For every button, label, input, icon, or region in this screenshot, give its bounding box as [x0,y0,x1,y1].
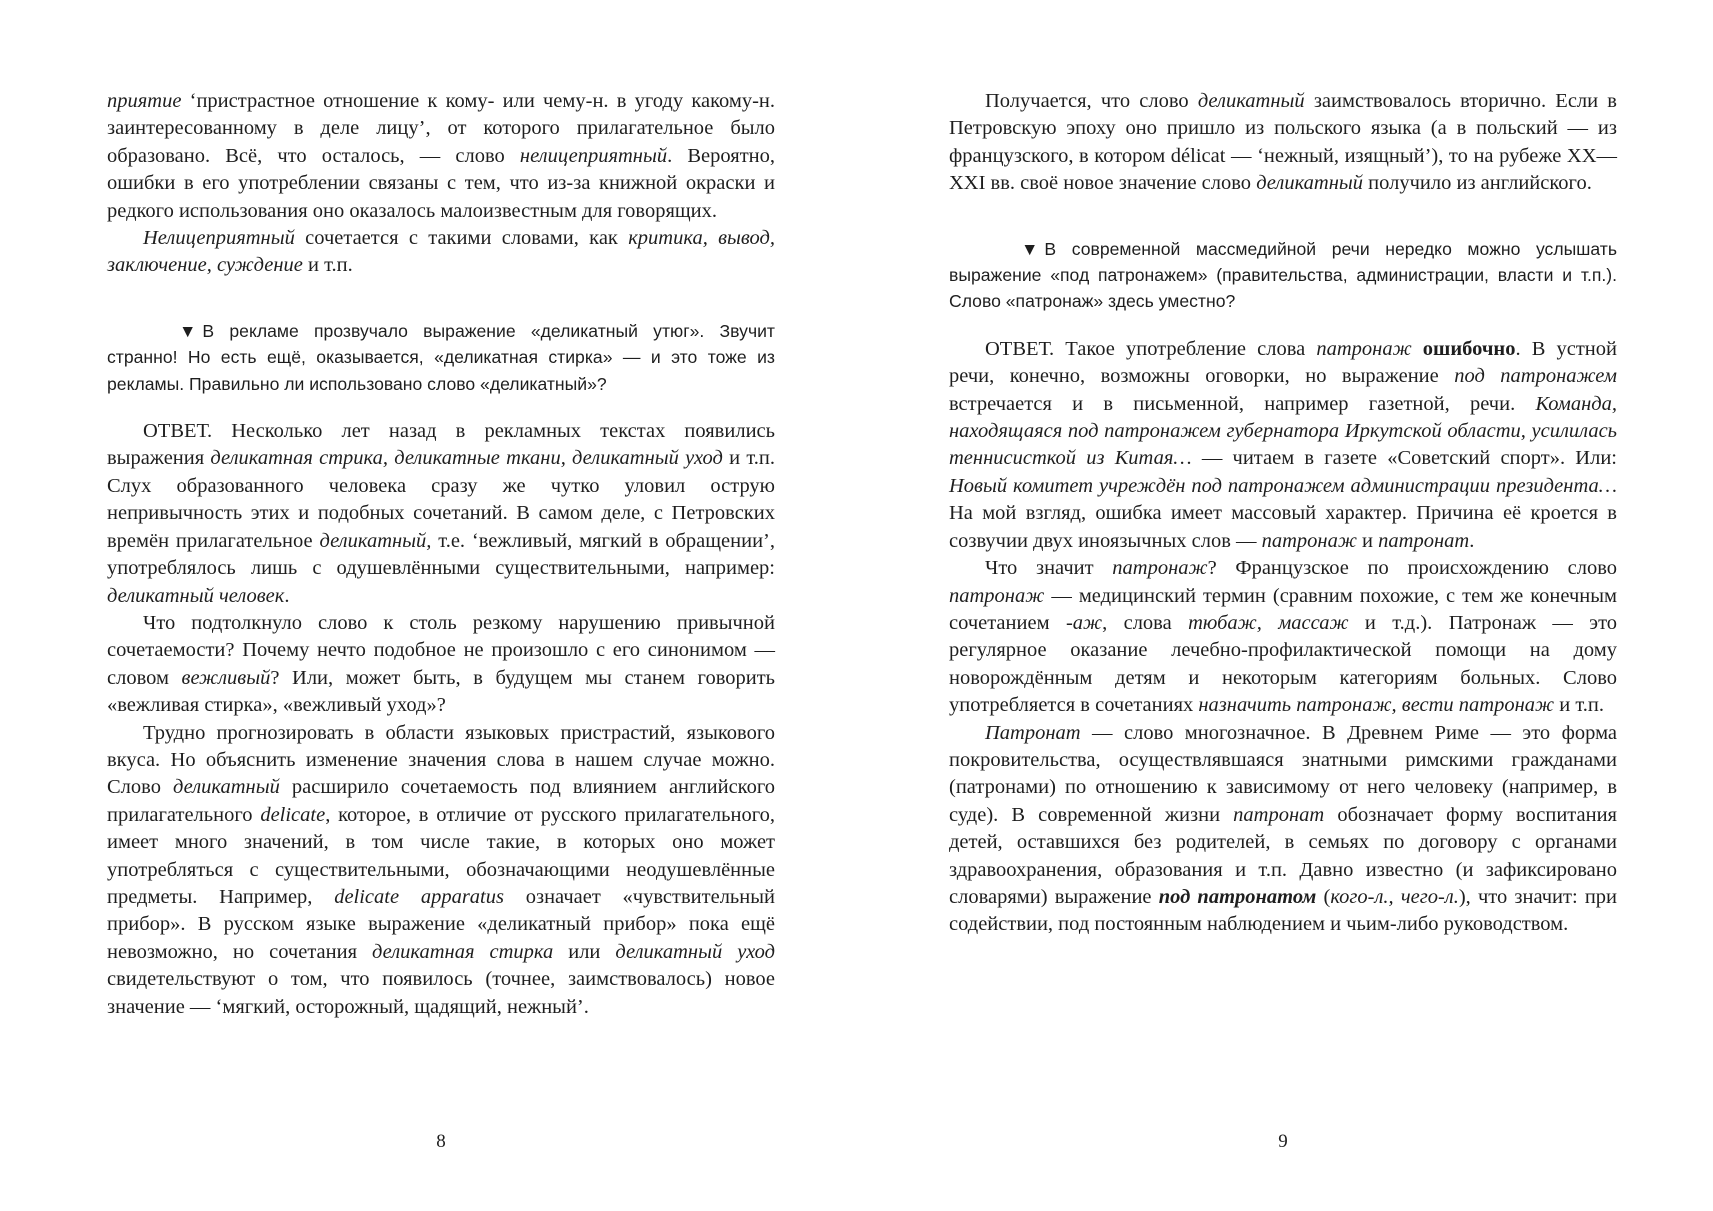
emphasis-run: деликатная стрика, деликатные ткани, деликатный уход [210,447,723,470]
text-run: — слово многозначное. В Древнем Риме — это форма покровительства, осуществлявшаяся знатными римскими гражданами (патронами) по отношению к зависимому от него человеку (например, в суде). В современной жизни [949,721,1617,826]
emphasis-run: вежливый [181,666,271,689]
page-number: 8 [436,1131,446,1152]
emphasis-run: патронаж [1261,529,1357,552]
emphasis-run: патронаж [1316,337,1412,360]
text-run: и т.п. [302,254,353,277]
emphasis-run: деликатный, [319,529,432,552]
emphasis-run: патронаж [1112,557,1208,580]
emphasis-run: патронат [1378,529,1470,552]
text-run: ОТВЕТ. Несколько лет назад в рекламных текстах появились выражения [107,420,775,470]
paragraph [949,88,1617,198]
triangle-marker-icon: ▼ [179,320,197,341]
text-run [1412,338,1423,360]
paragraph [107,225,775,280]
text-run: , которое, в отличие от русского прилагательного, имеет много значений, в том числе такие, в которых оно может употребляться с существительными, обозначающими неодушевлённые предметы. Например, [107,803,775,908]
emphasis-run: нелицеприятный [519,144,668,167]
text-run: . В устной речи, конечно, возможны оговорки, но выражение [949,337,1617,388]
text-run: расширило сочетаемость под влиянием английского прилагательного [107,776,775,826]
text-run: означает «чувствительный прибор». В русском языке выражение «деликатный прибор» пока ещё невозможно, но сочетания [107,885,775,963]
right-intro [949,0,1617,198]
emphasis-run: Команда, находящаяся под патронажем губернатора Иркутской области, усилилась теннисисткой из Китая… [949,392,1617,470]
emphasis-run: деликатный [1197,90,1305,112]
emphasis-run: деликатный человек [107,584,285,607]
right-answer [949,336,1617,939]
text-run: . Вероятно, ошибки в его употреблении связаны с тем, что из-за книжной окраски и редкого использования оно оказалось малоизвестным для говорящих. [107,144,775,222]
emphasis-run: деликатный [173,776,280,799]
emphasis-run: приятие [107,90,182,112]
emphasis-run: кого-л., чего-л. [1330,885,1459,908]
text-run: — читаем в газете «Советский спорт». Или: [1191,447,1617,470]
emphasis-run: назначить патронаж, вести патронаж [1198,694,1555,717]
emphasis-run: патронат [1233,803,1325,826]
text-run: ), что значит: при содействии, под постоянным наблюдением и чьим-либо руководством. [949,885,1618,936]
paragraph [949,555,1617,719]
left-text-column [107,0,775,1021]
text-run: и т.п. [1554,694,1604,717]
page-number: 9 [1278,1131,1288,1152]
text-run: ОТВЕТ. Такое употребление слова [985,337,1317,360]
emphasis-run: Новый комитет учреждён под патронажем администрации президента… [949,474,1617,497]
text-run: и т.д.). Патронаж — это регулярное оказание лечебно-профилактической помощи на дому новорождённым детям и некоторым категориям больных. Слово употребляется в сочетаниях [949,611,1618,717]
reader-question [107,318,775,397]
emphasis-run: Нелицеприятный [143,227,295,250]
left-answer [107,418,775,1021]
triangle-marker-icon: ▼ [1021,238,1039,259]
emphasis-run: под патронатом [1158,885,1317,908]
paragraph [949,720,1617,939]
emphasis-run: -аж [1065,611,1103,634]
emphasis-run: патронаж [949,584,1045,607]
text-run: Получается, что слово [985,90,1198,112]
text-run: т.е. ‘вежливый, мягкий в обращении’, употреблялось лишь с одушевлёнными существительными, например: [107,529,775,580]
emphasis-run: delicate [260,803,326,826]
emphasis-run: ошибочно [1422,337,1516,360]
paragraph [107,720,775,1021]
left-intro [107,0,775,280]
emphasis-run: деликатный [1256,172,1364,195]
text-run: свидетельствуют о том, что появилось (точнее, заимствовалось) новое значение — ‘мягкий, осторожный, щадящий, нежный’. [107,968,775,1018]
question-text: В рекламе прозвучало выражение «деликатный утюг». Звучит странно! Но есть ещё, оказывается, «деликатная стирка» — и это тоже из рекламы. Правильно ли использовано слово «деликатный»? [107,320,775,394]
emphasis-run: деликатный уход [615,940,776,963]
text-run: . [1469,529,1475,552]
emphasis-run: тюбаж, массаж [1188,611,1349,634]
text-run: встречается и в письменной, например газетной, речи. [949,392,1536,415]
text-run: получило из английского. [1363,172,1592,195]
emphasis-run: критика, вывод, заключение, суждение [107,227,776,277]
right-page [949,0,1617,1211]
text-run: заимствовалось вторично. Если в Петровскую эпоху оно пришло из польского языка (а в польский — из французского, в котором délicat — ‘нежный, изящный’), то на рубеже XX—XXI вв. своё новое значение слово [949,90,1617,195]
text-run: обозначает форму воспитания детей, оставшихся без родителей, в семьях по договору с органами здравоохранения, образования и т.п. Давно известно (и зафиксировано словарями) выражение [949,803,1617,908]
emphasis-run: под патронажем [1454,365,1617,388]
paragraph [107,418,775,610]
text-run: . [284,584,290,607]
emphasis-run: Патронат [985,721,1081,744]
left-page [107,0,775,1211]
text-run: или [553,940,616,963]
paragraph [107,88,775,225]
text-run: Трудно прогнозировать в области языковых пристрастий, языкового вкуса. Но объяснить изменение значения слова в нашем случае можно. Слово [107,721,775,799]
paragraph [949,336,1617,555]
text-run: — медицинский термин (сравним похожие, с тем же конечным сочетанием [949,584,1617,634]
text-run: ( [1316,885,1331,908]
text-run: Что значит [985,557,1113,580]
emphasis-run: delicate apparatus [334,885,504,908]
paragraph [107,610,775,720]
reader-question [949,236,1617,315]
text-run: ? Французское по происхождению слово [1207,557,1617,580]
text-run: Что подтолкнуло слово к столь резкому нарушению привычной сочетаемости? Почему нечто подобное не произошло с его синонимом — словом [107,611,775,689]
text-run: и [1356,529,1379,552]
question-text: В современной массмедийной речи нередко можно услышать выражение «под патронажем» (правительства, администрации, власти и т.п.). Слово «патронаж» здесь уместно? [949,238,1617,312]
emphasis-run: деликатная стирка [372,940,554,963]
text-run: и т.п. Слух образованного человека сразу же чутко уловил острую непривычность этих и подобных сочетаний. В самом деле, с Петровских времён прилагательное [107,447,775,552]
right-text-column [949,0,1617,939]
text-run: На мой взгляд, ошибка имеет массовый характер. Причина её кроется в созвучии двух иноязычных слов — [949,502,1617,552]
text-run: , слова [1102,611,1189,634]
text-run: сочетается с такими словами, как [294,227,629,250]
text-run: ? Или, может быть, в будущем мы станем говорить «вежливая стирка», «вежливый уход»? [107,666,776,717]
text-run: ‘пристрастное отношение к кому- или чему-н. в угоду какому-н. заинтересованному в деле лицу’, от которого прилагательное было образовано. Всё, что осталось, — слово [107,90,775,167]
